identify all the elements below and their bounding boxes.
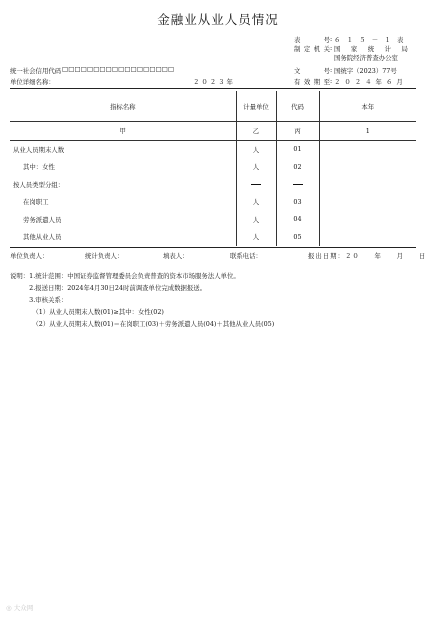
note-line: 3.审核关系： <box>10 296 68 304</box>
table-code-row <box>10 122 416 141</box>
form-no-label: 表 号 <box>294 36 330 44</box>
report-year: ２０２３年 <box>193 78 235 86</box>
unit-name-label: 单位详细名称： <box>10 78 55 86</box>
row-unit: 人 <box>236 193 276 211</box>
row-name: 劳务派遣人员 <box>23 215 62 224</box>
note-line: 说明：1.统计范围：中国证券监督管理委员会负责普查的资本市场服务法人单位。 <box>10 272 240 280</box>
table-header-row <box>10 91 416 122</box>
row-code: 05 <box>276 228 319 246</box>
doc-value: 国统字（2023）77号 <box>334 67 397 75</box>
table-row <box>10 140 416 158</box>
doc-label: 文 号 <box>294 67 330 75</box>
dash-mark <box>251 184 261 185</box>
row-unit-dash <box>236 176 276 194</box>
unit-head-label: 单位负责人： <box>10 252 49 260</box>
row-value-input[interactable] <box>319 193 416 211</box>
dash-mark <box>293 184 303 185</box>
report-date-label: 报出日期：２０ 年 月 日 <box>308 252 427 260</box>
code-cell-d: 1 <box>319 122 416 141</box>
watermark-logo <box>6 603 33 612</box>
row-code-dash <box>276 176 319 194</box>
page-title: 金融业从业人员情况 <box>157 12 279 27</box>
table-row <box>10 228 416 246</box>
signature-footer <box>10 251 427 261</box>
row-value-input[interactable] <box>319 140 416 158</box>
row-code: 04 <box>276 211 319 229</box>
watermark-text: 大众网 <box>13 604 34 612</box>
phone-label: 联系电话： <box>230 252 262 260</box>
row-value-input[interactable] <box>319 158 416 176</box>
code-cell-c: 丙 <box>276 122 319 141</box>
table-bottom-rule <box>10 247 416 248</box>
row-unit: 人 <box>236 211 276 229</box>
issuer-label: 制定机关 <box>294 45 330 53</box>
row-code: 02 <box>276 158 319 176</box>
issuer-line1: 国家统计局 <box>334 45 419 53</box>
credit-code-label: 统一社会信用代码 <box>10 67 62 75</box>
table-top-rule <box>10 88 416 89</box>
table-row <box>10 158 416 176</box>
stat-head-label: 统计负责人： <box>85 252 124 260</box>
credit-code-boxes: □□□□□□□□□□□□□□□□□□ <box>62 65 175 73</box>
row-value-input[interactable] <box>319 211 416 229</box>
row-unit: 人 <box>236 140 276 158</box>
col-header-name: 指标名称 <box>109 102 136 111</box>
validity-label: 有效期至 <box>294 78 330 86</box>
row-code: 03 <box>276 193 319 211</box>
table-row <box>10 211 416 229</box>
row-name: 按人员类型分组： <box>13 180 65 189</box>
watermark-icon: ◎ <box>6 604 12 612</box>
filler-label: 填表人： <box>163 252 189 260</box>
row-unit: 人 <box>236 228 276 246</box>
col-header-code: 代码 <box>276 91 319 122</box>
code-cell-b: 乙 <box>236 122 276 141</box>
validity-value: ２０２４年６月 <box>334 78 407 86</box>
row-unit: 人 <box>236 158 276 176</box>
row-value-input[interactable] <box>319 228 416 246</box>
col-header-unit: 计量单位 <box>236 91 276 122</box>
code-cell-a: 甲 <box>119 127 126 136</box>
col-header-year: 本年 <box>319 91 416 122</box>
note-line: （1）从业人员期末人数(01)≥其中：女性(02) <box>10 308 164 316</box>
note-line: 2.报送日期：2024年4月30日24时前调查单位完成数据报送。 <box>10 284 207 292</box>
row-code: 01 <box>276 140 319 158</box>
row-name: 其他从业人员 <box>23 233 62 242</box>
table-row <box>10 193 416 211</box>
table-row <box>10 176 416 194</box>
note-line: （2）从业人员期末人数(01)＝在岗职工(03)＋劳务派遣人员(04)＋其他从业人员(05) <box>10 320 275 328</box>
indicator-table <box>10 91 416 246</box>
row-name: 从业人员期末人数 <box>13 145 65 154</box>
row-name: 在岗职工 <box>23 198 49 207</box>
row-name: 其中：女性 <box>23 163 55 172</box>
row-value-input[interactable] <box>319 176 416 194</box>
issuer-line2: 国务院经济普查办公室 <box>334 54 398 62</box>
form-no-value: ６１５－１表 <box>334 36 410 44</box>
